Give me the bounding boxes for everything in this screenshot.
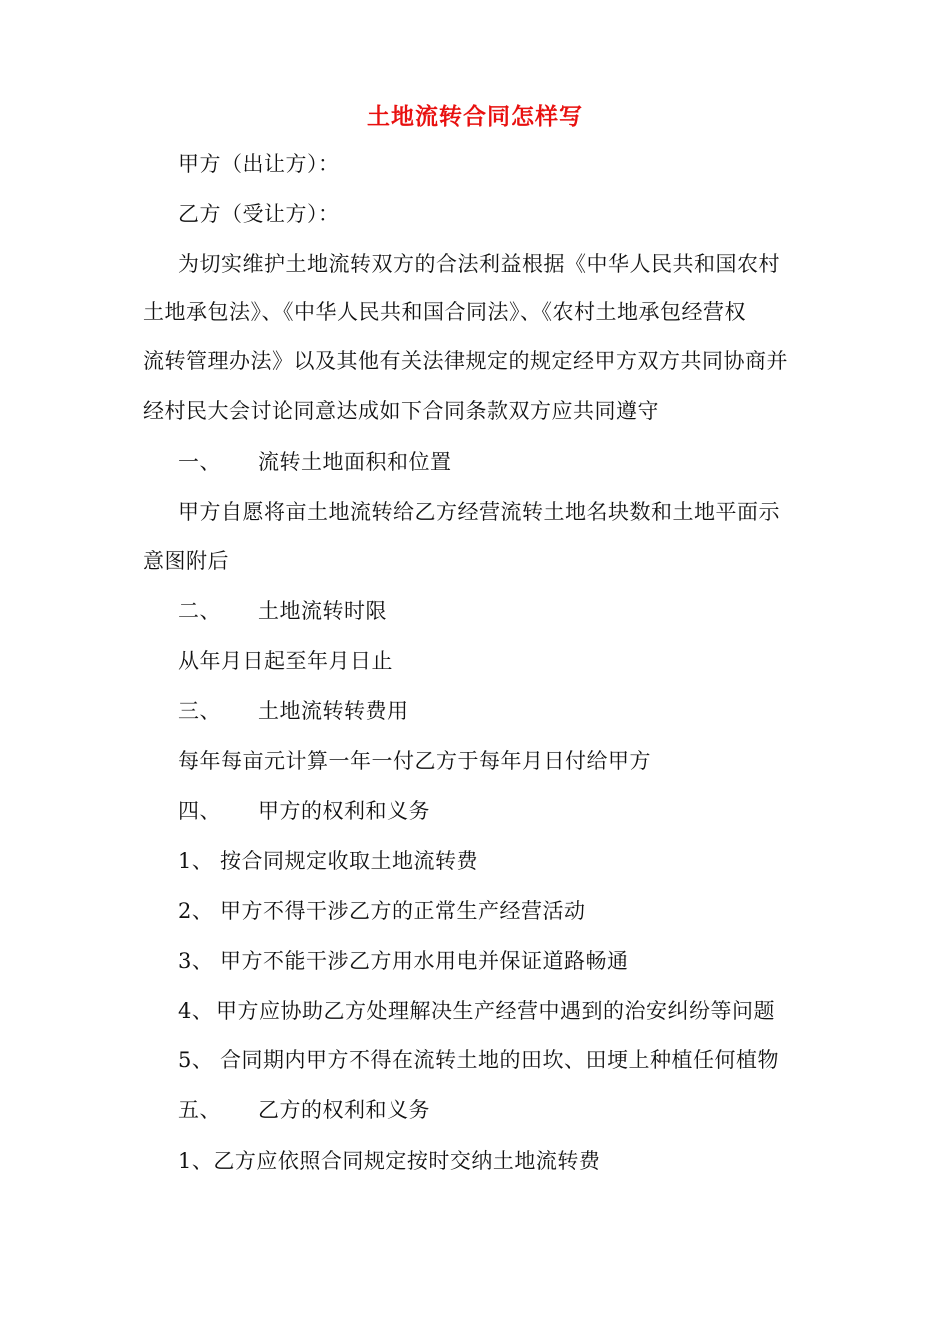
section-number: 二、 [178,599,221,623]
list-item-text: 甲方不得干涉乙方的正常生产经营活动 [220,899,586,923]
document-title: 土地流转合同怎样写 [367,103,583,130]
section-heading [178,597,387,625]
list-item [178,1046,779,1074]
section-heading [178,697,409,725]
section-number: 四、 [178,799,221,823]
section-number: 一、 [178,450,221,474]
section-heading [178,1096,430,1124]
intro-line: 土地承包法》、《中华人民共和国合同法》、《农村土地承包经营权 [143,300,746,324]
intro-line: 经村民大会讨论同意达成如下合同条款双方应共同遵守 [143,399,659,423]
list-item-text: 甲方应协助乙方处理解决生产经营中遇到的治安纠纷等问题 [216,999,775,1023]
list-item-number: 3、 [178,949,214,973]
list-item-number: 4、 [178,999,214,1023]
section-heading [178,797,430,825]
intro-line: 流转管理办法》以及其他有关法律规定的规定经甲方双方共同协商并 [143,349,788,373]
intro-line: 为切实维护土地流转双方的合法利益根据《中华人民共和国农村 [178,252,780,276]
list-item-number: 1、 [178,849,214,873]
list-item-text: 合同期内甲方不得在流转土地的田坎、田埂上种植任何植物 [220,1048,779,1072]
list-item-text: 甲方不能干涉乙方用水用电并保证道路畅通 [220,949,629,973]
section-number: 三、 [178,699,221,723]
section-title: 乙方的权利和义务 [258,1098,430,1122]
section-title: 土地流转时限 [258,599,387,623]
list-item-number: 5、 [178,1048,214,1072]
list-item [178,897,586,925]
list-item-text: 按合同规定收取土地流转费 [220,849,478,873]
party-a-line: 甲方（出让方）： [178,152,340,176]
section-body-line: 从年月日起至年月日止 [178,649,393,673]
section-title: 甲方的权利和义务 [258,799,430,823]
section-heading [178,448,452,476]
section-body-line: 每年每亩元计算一年一付乙方于每年月日付给甲方 [178,749,651,773]
list-item-number: 2、 [178,899,214,923]
section-body-line: 甲方自愿将亩土地流转给乙方经营流转土地名块数和土地平面示 [178,500,780,524]
list-item [178,997,775,1025]
list-item [178,947,629,975]
party-b-line: 乙方（受让方）： [178,202,340,226]
section-number: 五、 [178,1098,221,1122]
list-item [178,847,478,875]
section-body-line: 意图附后 [143,549,229,573]
section-title: 流转土地面积和位置 [258,450,452,474]
list-item: 1、乙方应依照合同规定按时交纳土地流转费 [178,1149,601,1173]
section-title: 土地流转转费用 [258,699,409,723]
